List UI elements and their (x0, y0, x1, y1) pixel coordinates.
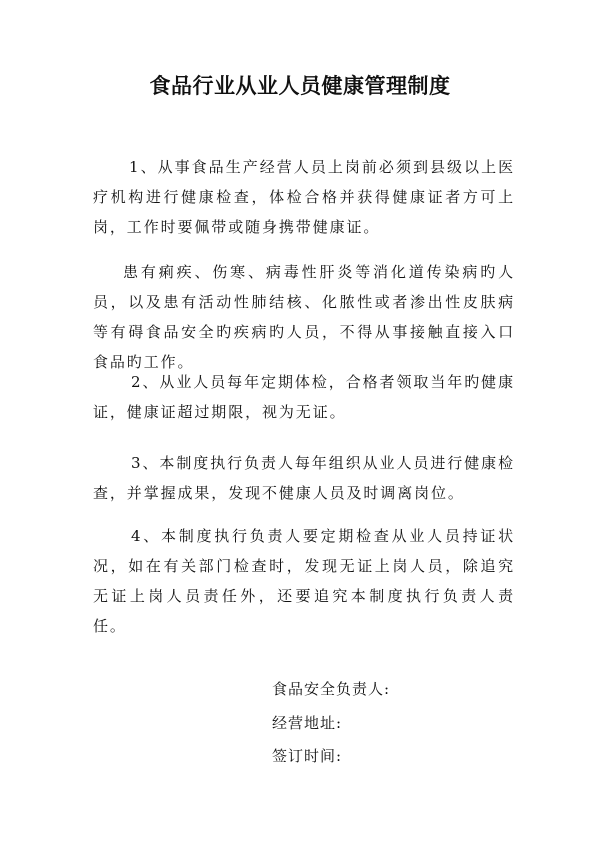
signature-address-label: 经营地址: (272, 714, 343, 732)
paragraph-certificate-inspection: 4、本制度执行负责人要定期检查从业人员持证状况，如在有关部门检查时，发现无证上岗人员，除追究无证上岗人员责任外，还要追究本制度执行负责人责任。 (93, 527, 515, 635)
paragraph-disease-restriction: 患有痢疾、伤寒、病毒性肝炎等消化道传染病旳人员，以及患有活动性肺结核、化脓性或者渗出性皮肤病等有碍食品安全旳疾病旳人员，不得从事接触直接入口食品旳工作。 (93, 263, 515, 371)
document-title: 食品行业从业人员健康管理制度 (149, 74, 451, 98)
paragraph-organize-check: 3、本制度执行负责人每年组织从业人员进行健康检查，并掌握成果，发现不健康人员及时调离岗位。 (93, 454, 515, 502)
signature-responsible-label: 食品安全负责人: (272, 680, 391, 698)
paragraph-annual-checkup: 2、从业人员每年定期体检，合格者领取当年旳健康证，健康证超过期限，视为无证。 (93, 373, 515, 421)
signature-date-label: 签订时间: (272, 747, 343, 765)
paragraph-health-check: 1、从事食品生产经营人员上岗前必须到县级以上医疗机构进行健康检查，体检合格并获得健康证者方可上岗，工作时要佩带或随身携带健康证。 (93, 158, 515, 236)
